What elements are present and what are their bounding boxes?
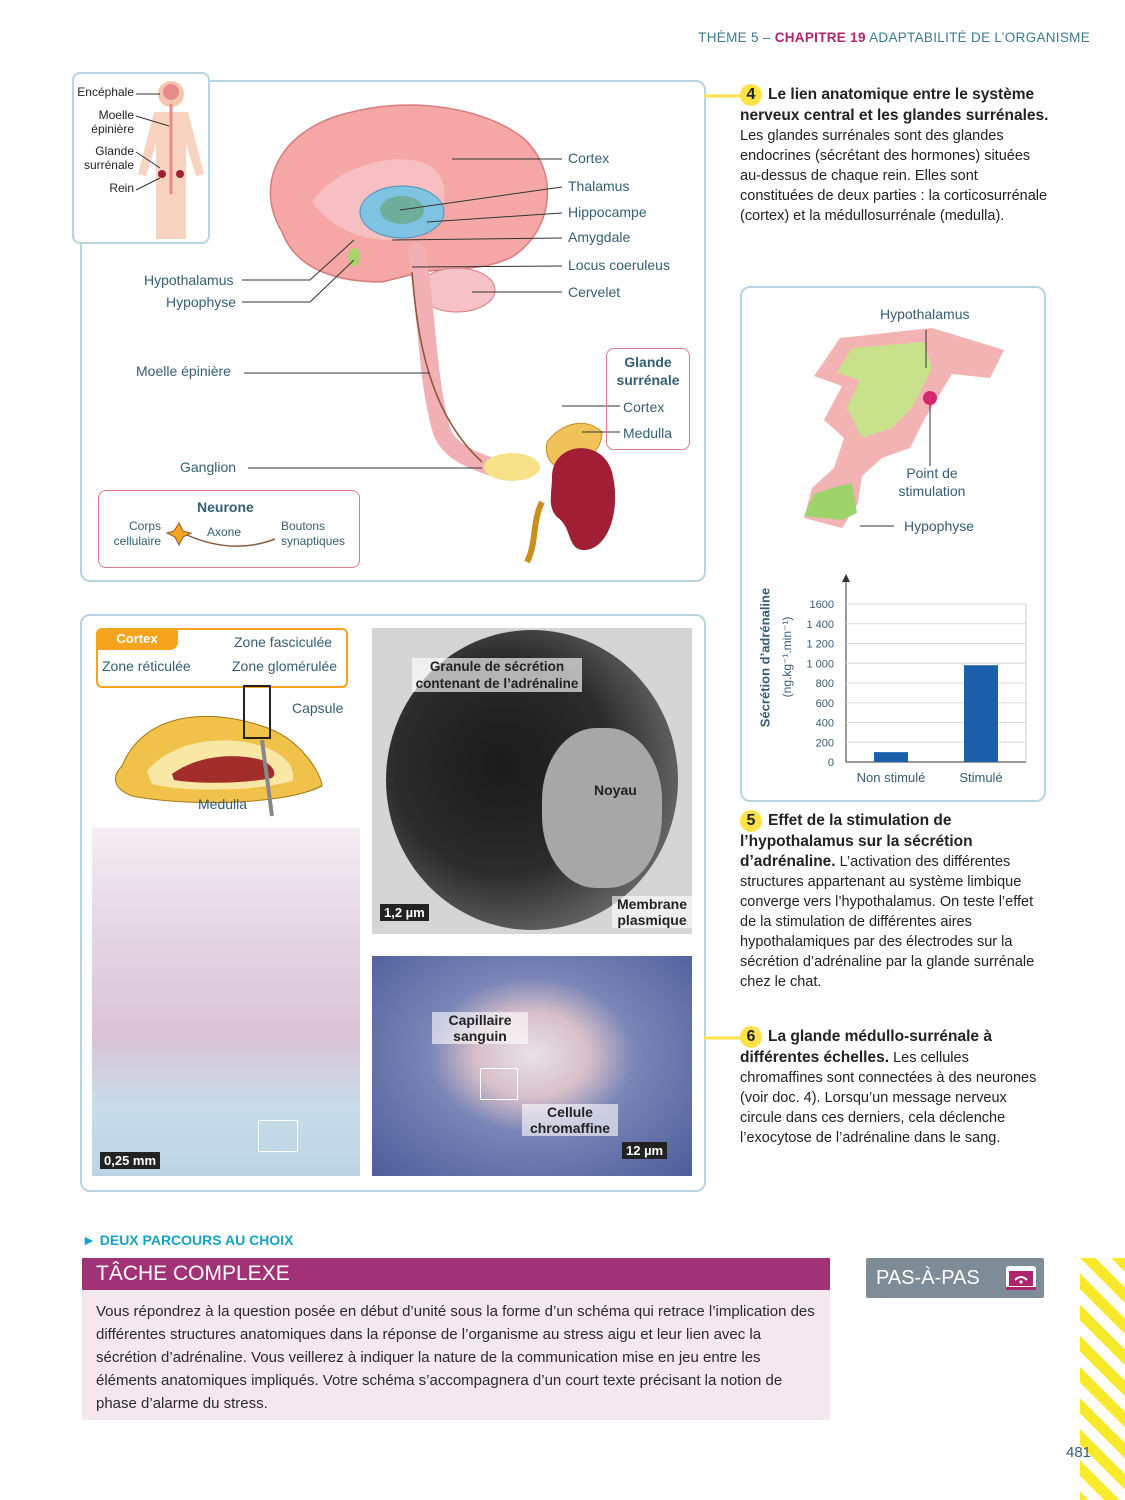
- label-zone-fasciculee: Zone fasciculée: [234, 634, 333, 650]
- label-cortex: Cortex: [568, 150, 610, 166]
- pituitary-shape: [348, 248, 360, 266]
- inset-label-glande: Glande surrénale: [83, 144, 134, 172]
- tache-complexe-title: TÂCHE COMPLEXE: [82, 1258, 830, 1290]
- label-moelle-epiniere: Moelle épinière: [136, 363, 231, 379]
- decorative-hatch-strip: [1080, 1258, 1125, 1500]
- doc6-body: Les cellules chromaffines sont connectées à des neurones (voir doc. 4). Lorsqu’un message nerveux circule dans ces derniers, cela déclenche l’exocytose de l’adrénaline dans le sang.: [740, 1050, 1037, 1146]
- laptop-wifi-icon: [1006, 1266, 1036, 1290]
- chart-y-tick-label: 200: [815, 737, 834, 750]
- doc4-body: Les glandes surrénales sont des glandes endocrines (sécrétant des hormones) situées au-dessus de chaque rein. Elles sont constituées de deux parties : la corticosurrénale (cortex) et la médullosurrénale (medulla).: [740, 128, 1048, 224]
- neuron-box-axon: Axone: [207, 525, 242, 539]
- label-thalamus: Thalamus: [568, 178, 630, 194]
- electron-micrograph: [372, 628, 692, 934]
- ureter-shape: [527, 502, 542, 562]
- doc5-caption: [740, 810, 1050, 992]
- label-cervelet: Cervelet: [568, 284, 621, 300]
- tache-complexe-text: Vous répondrez à la question posée en début d’unité sous la forme d’un schéma qui retrace l’implication des différentes structures anatomiques dans la réponse de l’organisme au stress aigu et leur lien avec la sécrétion d’adrénaline. Vous veillerez à indiquer la nature de la communication mise en jeu entre les éléments anatomiques impliqués. Votre schéma s’accompagnera d’un court texte précisant la notion de phase d’alarme du stress.: [82, 1290, 830, 1420]
- label-granule: Granule de sécrétion contenant de l’adrénaline: [412, 658, 582, 692]
- doc5-title: Effet de la stimulation de l’hypothalamus sur la sécrétion d’adrénaline.: [740, 812, 973, 870]
- label-cellule: Cellule chromaffine: [522, 1104, 618, 1136]
- laptop-wifi-svg: [1006, 1268, 1036, 1292]
- histology-zoom-box: [258, 1120, 298, 1152]
- inset-label-rein: Rein: [109, 181, 134, 195]
- label-hypophyse: Hypophyse: [166, 294, 237, 310]
- chart-y-tick-label: 600: [815, 697, 834, 710]
- chart-y-axis-arrow: [842, 574, 850, 582]
- label-capillaire: Capillaire sanguin: [432, 1012, 528, 1044]
- label-locus-coeruleus: Locus coeruleus: [568, 257, 670, 273]
- header-theme: THÈME 5 –: [698, 30, 771, 45]
- gland-box-title: Glande surrénale: [616, 354, 680, 388]
- body-inset: [72, 72, 210, 244]
- chart-x-tick-label: Non stimulé: [856, 770, 926, 785]
- diagram-label-stimulation: Point de stimulation: [898, 465, 966, 499]
- doc5-body: L’activation des différentes structures appartenant au système limbique converge vers l’hypothalamus. On teste l’effet de la stimulation de différentes aires hypothalamiques par des électrodes sur la sécrétion d’adrénaline par la glande surrénale chez le chat.: [740, 854, 1035, 990]
- chromaffin-zoom-box: [480, 1068, 518, 1100]
- cortex-tag: Cortex: [96, 628, 178, 650]
- doc6-caption: [740, 1026, 1050, 1148]
- pas-a-pas-button[interactable]: [866, 1258, 1044, 1298]
- doc4-figure-panel: [77, 80, 706, 582]
- page-number: 481: [1066, 1444, 1092, 1461]
- chart-y-tick-label: 1600: [809, 599, 834, 611]
- kidney-shape: [551, 448, 615, 550]
- capillary-micrograph: [372, 956, 692, 1176]
- adrenal-gland-legend: [606, 348, 690, 450]
- label-amygdale: Amygdale: [568, 229, 631, 245]
- header-title: ADAPTABILITÉ DE L’ORGANISME: [869, 30, 1090, 45]
- gland-box-cortex: Cortex: [623, 399, 665, 415]
- doc5-figure-panel: [740, 286, 1046, 802]
- running-header: [0, 30, 1090, 45]
- chart-bar: [874, 752, 908, 762]
- scale-histo: 0,25 mm: [100, 1152, 160, 1169]
- chart-y-tick-label: 400: [815, 717, 834, 730]
- neuron-box-title: Neurone: [197, 499, 254, 515]
- label-medulla-section: Medulla: [198, 796, 248, 812]
- pas-a-pas-label: PAS-À-PAS: [876, 1267, 980, 1289]
- histology-micrograph: [92, 828, 360, 1176]
- diagram-label-hypophyse: Hypophyse: [904, 518, 975, 534]
- doc5-number: 5: [740, 810, 762, 832]
- neuron-legend: [98, 490, 360, 568]
- parcours-heading: ► DEUX PARCOURS AU CHOIX: [82, 1232, 294, 1248]
- diagram-label-hypothalamus: Hypothalamus: [880, 306, 970, 322]
- doc6-title: La glande médullo-surrénale à différentes échelles.: [740, 1028, 992, 1066]
- label-hypothalamus: Hypothalamus: [144, 272, 234, 288]
- doc4-caption: [740, 84, 1050, 226]
- inset-label-encephale: Encéphale: [77, 85, 134, 99]
- chart-bar: [964, 665, 998, 762]
- label-hippocampe: Hippocampe: [568, 204, 647, 220]
- chart-y-tick-label: 1 200: [806, 638, 834, 651]
- doc4-number: 4: [740, 84, 762, 106]
- label-noyau: Noyau: [594, 782, 637, 798]
- chart-y-tick-label: 0: [827, 757, 834, 769]
- scale-em: 1,2 µm: [380, 904, 429, 921]
- label-capsule: Capsule: [292, 700, 344, 716]
- stimulation-point: [923, 391, 937, 405]
- neuron-box-terminals: Boutons synaptiques: [281, 519, 346, 548]
- doc4-title: Le lien anatomique entre le système nerveux central et les glandes surrénales.: [740, 86, 1049, 124]
- chart-y-unit: (ng.kg⁻¹.min⁻¹): [780, 616, 794, 698]
- header-chapter: CHAPITRE 19: [774, 30, 866, 45]
- doc6-figure-panel: [80, 614, 706, 1192]
- gland-box-medulla: Medulla: [623, 425, 673, 441]
- nucleus-em: [542, 728, 662, 888]
- ganglion-shape: [484, 453, 540, 481]
- chart-y-tick-label: 800: [815, 678, 834, 690]
- doc6-number: 6: [740, 1026, 762, 1048]
- chart-x-tick-label: Stimulé: [959, 770, 1003, 785]
- chart-y-label: Sécrétion d’adrénaline: [757, 587, 773, 728]
- inset-label-moelle: Moelle épinière: [91, 108, 134, 136]
- chart-y-tick-label: 1 400: [806, 618, 834, 631]
- label-membrane: Membrane plasmique: [612, 896, 692, 928]
- label-zone-reticulee: Zone réticulée: [102, 658, 191, 674]
- chart-y-tick-label: 1 000: [806, 658, 834, 671]
- neuron-box-body: Corps cellulaire: [113, 519, 161, 548]
- label-ganglion: Ganglion: [180, 459, 237, 475]
- label-zone-glomerulee: Zone glomérulée: [232, 658, 338, 674]
- scale-capill: 12 µm: [622, 1142, 667, 1159]
